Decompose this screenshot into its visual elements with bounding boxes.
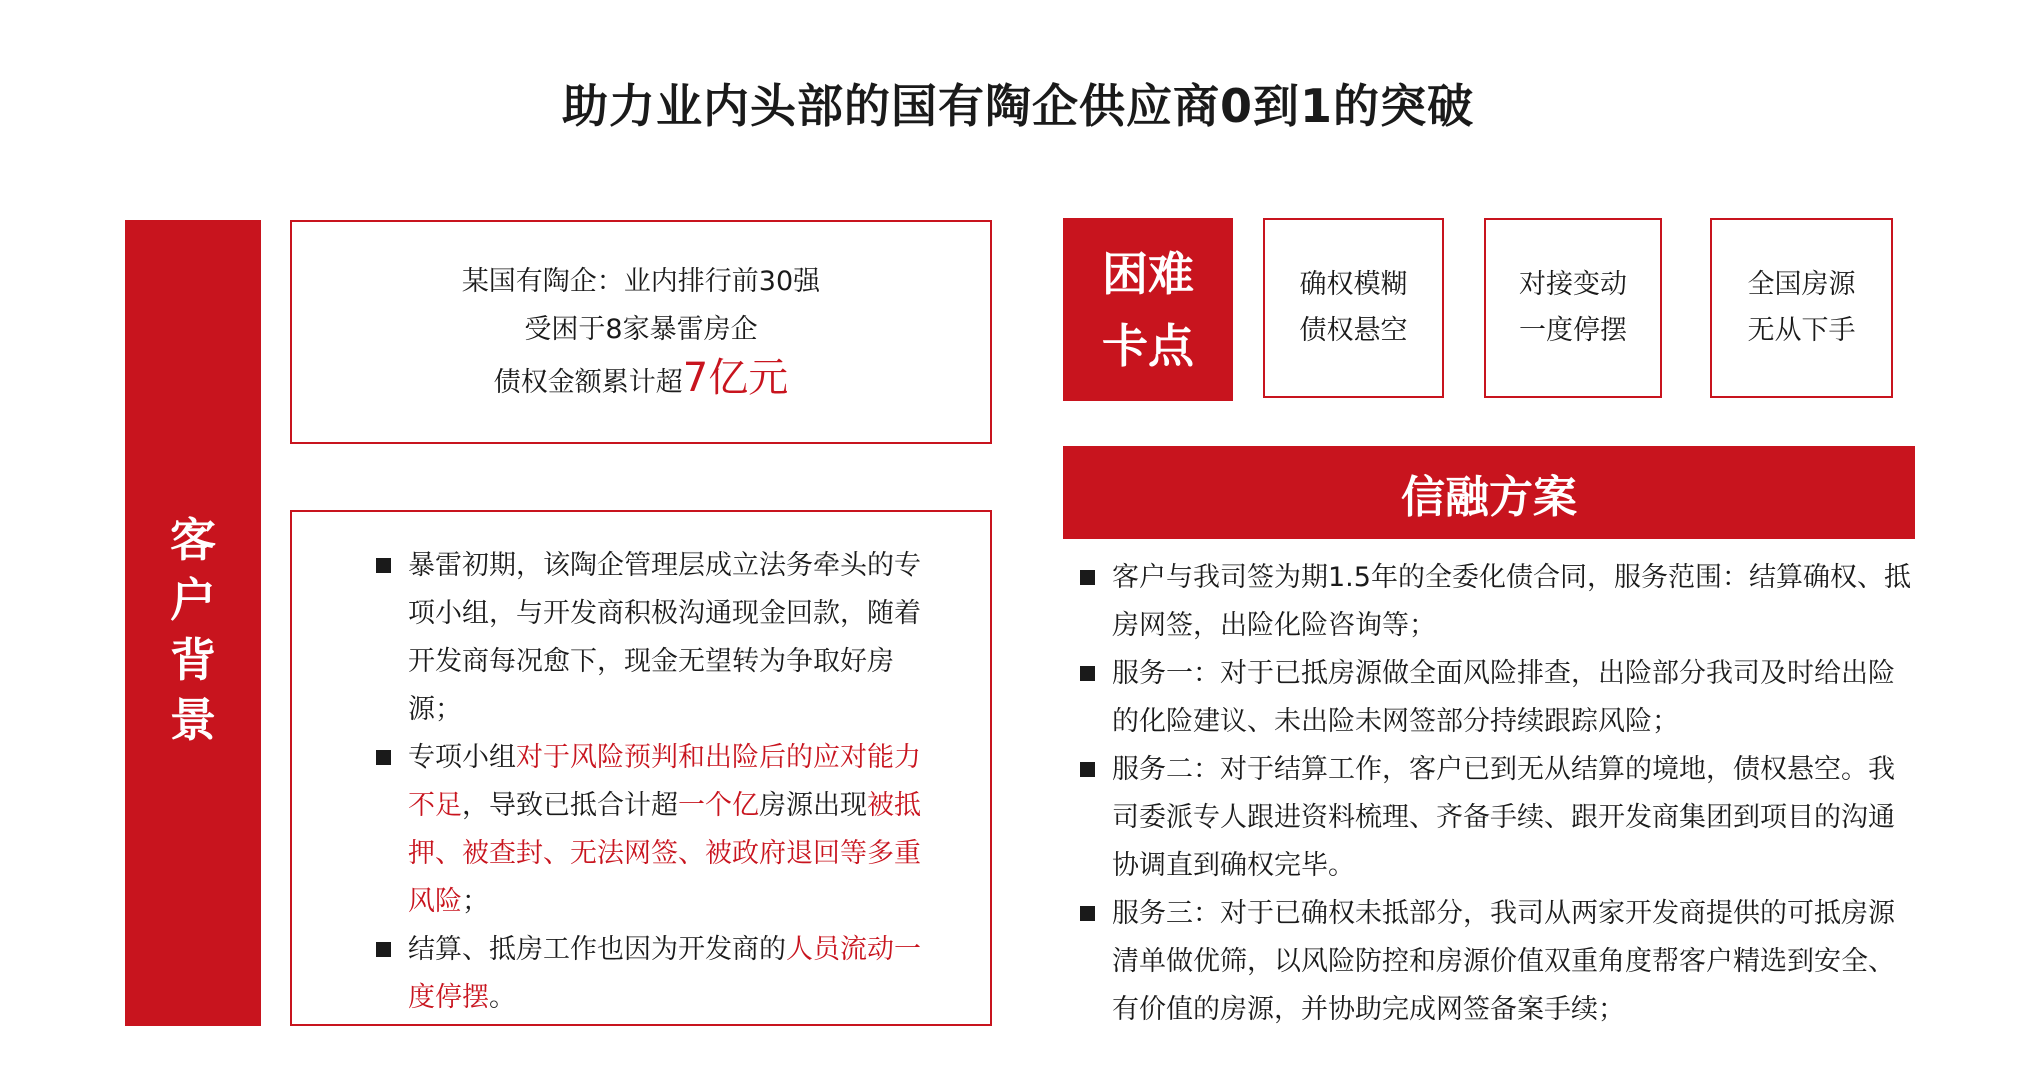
list-item: 服务三：对于已确权未抵部分，我司从两家开发商提供的可抵房源清单做优筛，以风险防控和房源价值双重角度帮客户精选到安全、有价值的房源，并协助完成网签备案手续； — [1080, 890, 1920, 1034]
page-title: 助力业内头部的国有陶企供应商0到1的突破 — [561, 79, 1474, 133]
difficulty-header: 困难 卡点 — [1063, 218, 1233, 401]
side-char: 背 — [170, 633, 216, 687]
difficulty-box: 对接变动 一度停摆 — [1484, 218, 1662, 398]
side-char: 客 — [170, 513, 216, 567]
history-list — [376, 542, 930, 1022]
list-item: 客户与我司签为期1.5年的全委化债合同，服务范围：结算确权、抵房网签，出险化险咨询等； — [1080, 554, 1920, 650]
solution-content — [1080, 554, 1920, 1034]
difficulty-box: 全国房源 无从下手 — [1710, 218, 1893, 398]
list-item: 结算、抵房工作也因为开发商的人员流动一度停摆。 — [376, 926, 930, 1022]
customer-background-label — [125, 510, 261, 750]
client-summary-line: 受困于8家暴雷房企 — [524, 313, 758, 345]
client-summary-box — [290, 220, 992, 444]
list-item: 服务二：对于结算工作，客户已到无从结算的境地，债权悬空。我司委派专人跟进资料梳理、齐备手续、跟开发商集团到项目的沟通协调直到确权完毕。 — [1080, 746, 1920, 890]
debt-prefix: 债权金额累计超 — [493, 366, 683, 398]
list-item: 服务一：对于已抵房源做全面风险排查，出险部分我司及时给出险的化险建议、未出险未网签部分持续跟踪风险； — [1080, 650, 1920, 746]
debt-amount: 7亿元 — [682, 354, 789, 401]
client-summary-line: 某国有陶企：业内排行前30强 — [461, 265, 821, 297]
side-char: 景 — [170, 693, 216, 747]
solution-list — [1080, 554, 1920, 1034]
side-char: 户 — [170, 573, 216, 627]
list-item: 专项小组对于风险预判和出险后的应对能力不足，导致已抵合计超一个亿房源出现被抵押、被查封、无法网签、被政府退回等多重风险； — [376, 734, 930, 926]
difficulty-box: 确权模糊 债权悬空 — [1263, 218, 1444, 398]
customer-background-bar — [125, 220, 261, 1026]
history-box — [290, 510, 992, 1026]
list-item: 暴雷初期，该陶企管理层成立法务牵头的专项小组，与开发商积极沟通现金回款，随着开发商每况愈下，现金无望转为争取好房源； — [376, 542, 930, 734]
solution-header: 信融方案 — [1063, 446, 1915, 539]
client-summary-line — [494, 354, 788, 407]
